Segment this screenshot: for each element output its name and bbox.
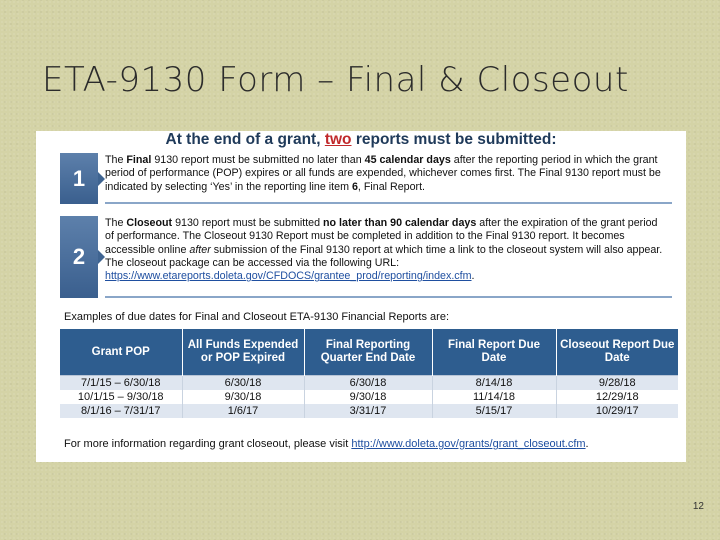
table-cell: 1/6/17 — [182, 404, 304, 418]
step-final-report — [60, 153, 672, 204]
column-header: Closeout Report Due Date — [556, 329, 678, 376]
table-cell: 10/29/17 — [556, 404, 678, 418]
headline-emphasis: two — [324, 131, 352, 148]
table-cell: 8/14/18 — [432, 376, 556, 391]
content-panel — [36, 131, 686, 462]
step-2-text — [105, 216, 672, 298]
table-cell: 9/30/18 — [304, 390, 432, 404]
table-header-row — [60, 329, 678, 376]
due-dates-table — [60, 329, 678, 418]
emphasis-text: 6 — [351, 180, 358, 193]
emphasis-text: Final — [126, 154, 152, 166]
examples-label: Examples of due dates for Final and Closeout ETA-9130 Financial Reports are: — [64, 311, 449, 323]
italic-text: after — [189, 243, 211, 256]
table-cell: 11/14/18 — [432, 390, 556, 404]
more-info-text: For more information regarding grant closeout, please visit — [64, 438, 352, 450]
table-cell: 6/30/18 — [304, 376, 432, 391]
table-cell: 9/30/18 — [182, 390, 304, 404]
step-text-segment: after the reporting period in which the grant period of performance (POP) expires or all funds are expended, whichever comes first. The Final 9130 report must be indicated by selecting ‘Yes’ in the reporting line item — [105, 154, 661, 193]
table-cell: 3/31/17 — [304, 404, 432, 418]
table-cell: 5/15/17 — [432, 404, 556, 418]
step-number-2: 2 — [60, 216, 98, 298]
step-text-segment: after the expiration of the grant period of performance. The Closeout 9130 Report must be completed in addition to the Final 9130 report. It becomes accessible online — [105, 217, 658, 256]
step-text-segment: . — [471, 270, 475, 283]
table-cell: 9/28/18 — [556, 376, 678, 391]
headline-end: reports must be submitted: — [351, 131, 557, 148]
table-cell: 10/1/15 – 9/30/18 — [60, 390, 182, 404]
column-header: Final Reporting Quarter End Date — [304, 329, 432, 376]
slide-title: ETA-9130 Form – Final & Closeout — [42, 60, 629, 100]
headline-start: At the end of a grant, — [165, 131, 325, 148]
column-header: Grant POP — [60, 329, 182, 376]
table-cell: 8/1/16 – 7/31/17 — [60, 404, 182, 418]
column-header: All Funds Expended or POP Expired — [182, 329, 304, 376]
more-info-end: . — [585, 438, 589, 450]
closeout-link[interactable]: http://www.doleta.gov/grants/grant_closeout.cfm — [351, 438, 586, 450]
page-number: 12 — [692, 501, 704, 512]
step-text-segment: , Final Report. — [357, 180, 426, 193]
step-text-segment: 9130 report must be submitted — [172, 217, 324, 229]
column-header: Final Report Due Date — [432, 329, 556, 376]
table-cell: 12/29/18 — [556, 390, 678, 404]
table-row — [60, 390, 678, 404]
emphasis-text: 45 calendar days — [364, 154, 451, 166]
emphasis-text: no later than 90 calendar days — [323, 217, 477, 229]
step-text-segment: The — [105, 217, 127, 229]
step-1-text — [105, 153, 672, 204]
step-closeout-report — [60, 216, 672, 298]
table-row — [60, 404, 678, 418]
table-cell: 7/1/15 – 6/30/18 — [60, 376, 182, 391]
more-info — [64, 438, 589, 450]
step-text-segment: The — [105, 154, 127, 166]
emphasis-text: Closeout — [126, 217, 173, 229]
step-number-1: 1 — [60, 153, 98, 204]
table-row — [60, 376, 678, 391]
headline — [36, 131, 686, 149]
closeout-system-link[interactable]: https://www.etareports.doleta.gov/CFDOCS/grantee_prod/reporting/index.cfm — [105, 270, 472, 283]
step-text-segment: submission of the Final 9130 report at which time a link to the closeout system will also appear. The closeout package can be accessed via the following URL: — [105, 243, 663, 269]
table-cell: 6/30/18 — [182, 376, 304, 391]
step-text-segment: 9130 report must be submitted no later than — [151, 154, 365, 166]
